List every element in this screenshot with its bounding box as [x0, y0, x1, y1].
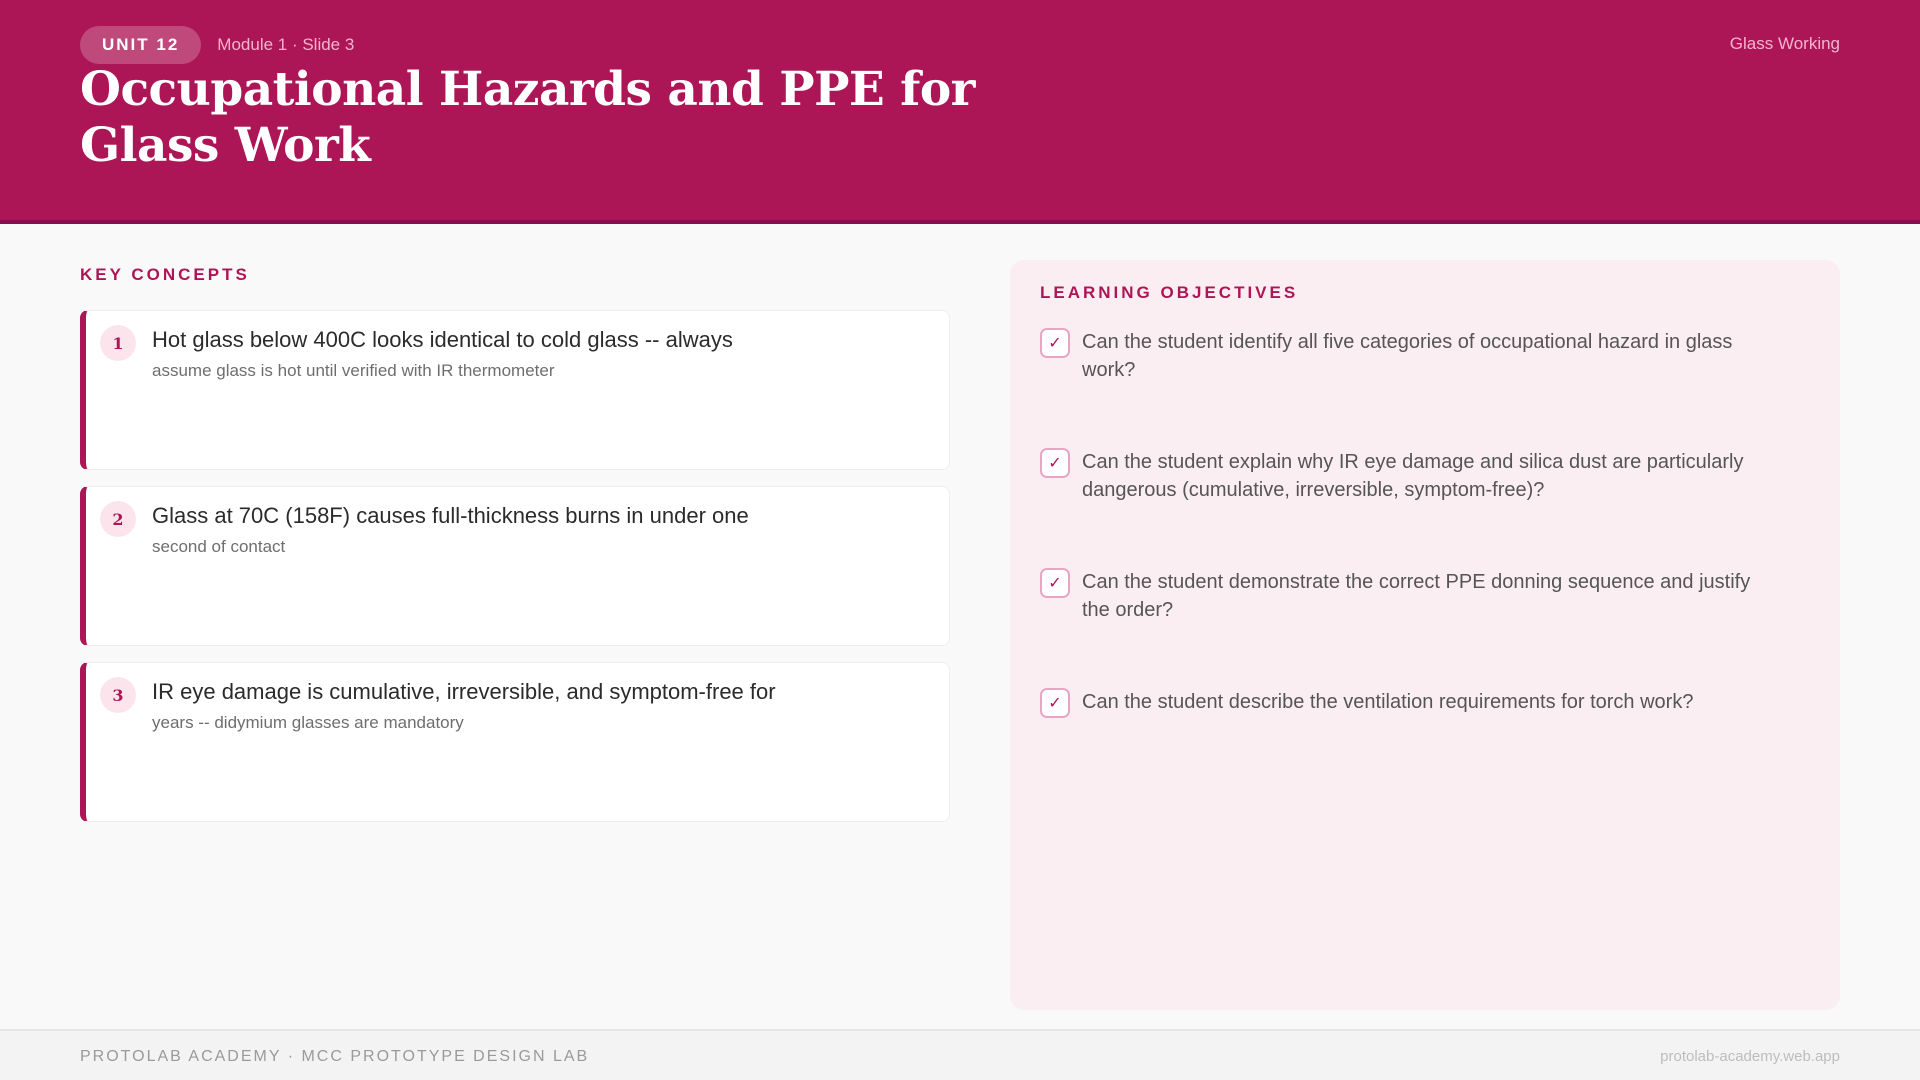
learning-objectives-heading: LEARNING OBJECTIVES [1040, 283, 1299, 302]
course-label: Glass Working [1729, 34, 1840, 53]
checkbox-checked-icon[interactable]: ✓ [1040, 568, 1070, 598]
concept-card [80, 662, 950, 822]
concept-title: Hot glass below 400C looks identical to cold glass -- always [152, 327, 733, 352]
concept-detail: assume glass is hot until verified with IR thermometer [152, 361, 555, 380]
objective-text: Can the student describe the ventilation requirements for torch work? [1082, 691, 1694, 713]
objective-item [1040, 328, 1800, 384]
objective-text: Can the student demonstrate the correct PPE donning sequence and justify the order? [1082, 571, 1751, 621]
module-slide-label: Module 1 · Slide 3 [217, 35, 355, 54]
objective-item [1040, 448, 1800, 504]
concept-title: Glass at 70C (158F) causes full-thickness burns in under one [152, 503, 749, 528]
concept-detail: second of contact [152, 537, 286, 556]
page-title: Occupational Hazards and PPE for Glass Work [80, 62, 975, 173]
concept-title: IR eye damage is cumulative, irreversible, and symptom-free for [152, 679, 776, 704]
learning-objectives-panel [1010, 260, 1840, 1010]
objective-text: Can the student explain why IR eye damage and silica dust are particularly dangerous (cumulative, irreversible, symptom-free)? [1082, 451, 1744, 501]
objective-item [1040, 688, 1800, 718]
concept-detail: years -- didymium glasses are mandatory [152, 713, 464, 732]
footer-site-link[interactable]: protolab-academy.web.app [1660, 1048, 1840, 1065]
concept-number-badge: 2 [100, 501, 136, 537]
slide-header [0, 0, 1920, 224]
concept-number-badge: 3 [100, 677, 136, 713]
checkbox-checked-icon[interactable]: ✓ [1040, 688, 1070, 718]
unit-badge: UNIT 12 [80, 26, 201, 64]
footer-org-label: PROTOLAB ACADEMY · MCC PROTOTYPE DESIGN LAB [80, 1048, 590, 1065]
objective-text: Can the student identify all five categories of occupational hazard in glass work? [1082, 331, 1733, 381]
concept-card [80, 486, 950, 646]
checkbox-checked-icon[interactable]: ✓ [1040, 448, 1070, 478]
key-concepts-heading: KEY CONCEPTS [80, 265, 250, 284]
checkbox-checked-icon[interactable]: ✓ [1040, 328, 1070, 358]
header-meta [80, 26, 354, 64]
concept-number-badge: 1 [100, 325, 136, 361]
slide-footer [0, 1029, 1920, 1080]
concept-card [80, 310, 950, 470]
objective-item [1040, 568, 1800, 624]
